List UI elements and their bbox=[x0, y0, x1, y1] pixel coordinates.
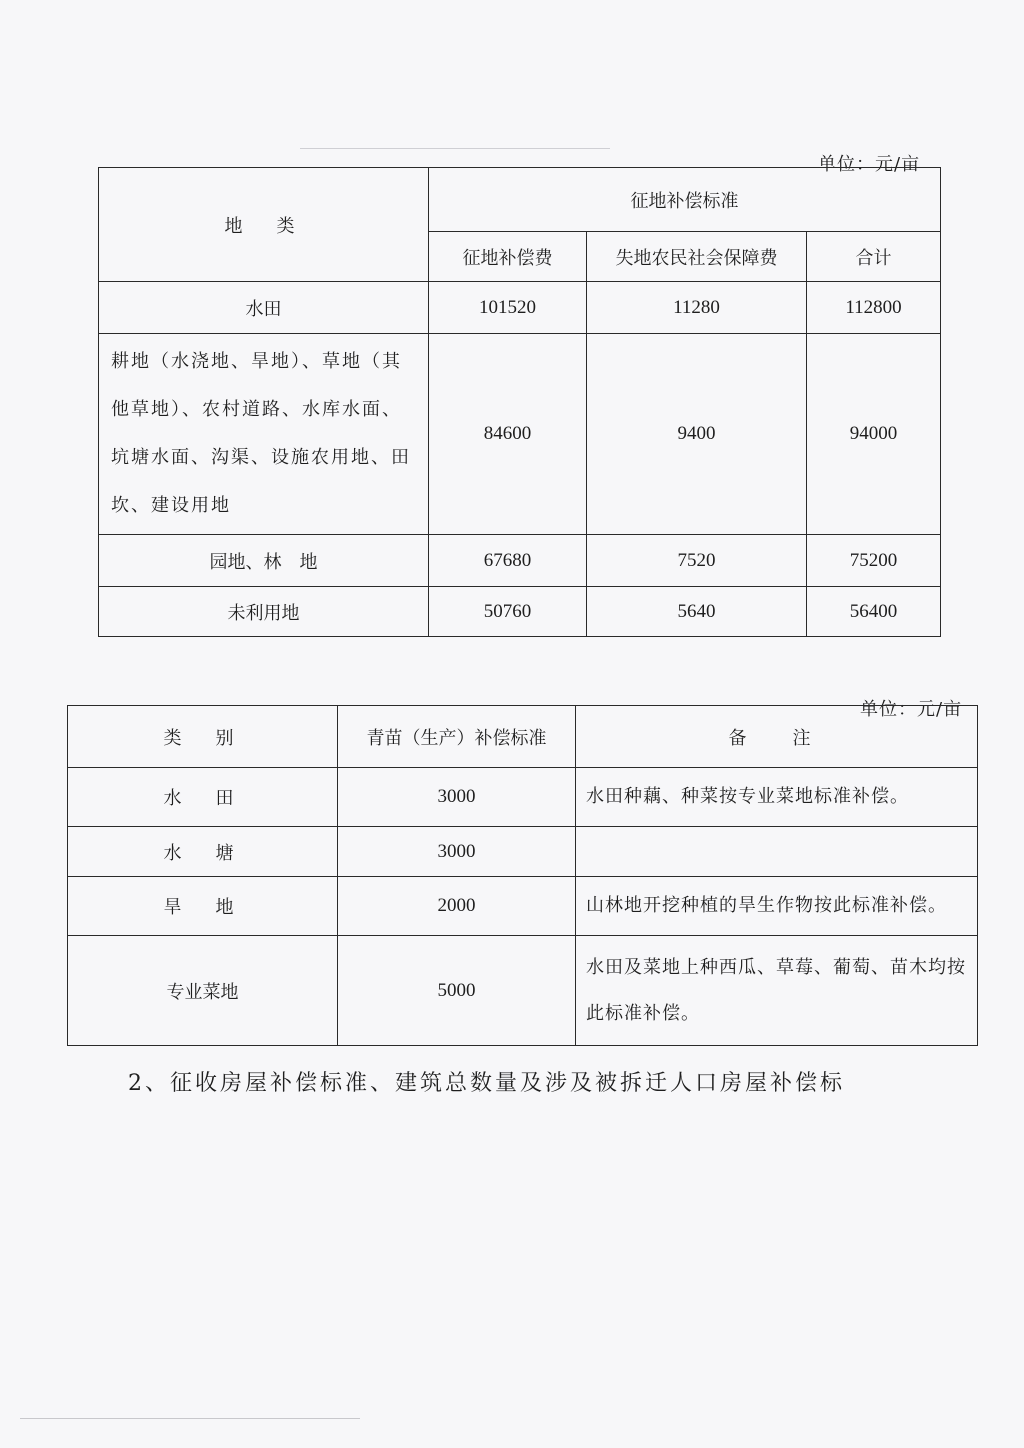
land-compensation-value: 101520 bbox=[429, 282, 587, 334]
table-row bbox=[68, 877, 978, 936]
total-value: 56400 bbox=[807, 587, 941, 637]
total-value: 94000 bbox=[807, 334, 941, 535]
table-row bbox=[68, 936, 978, 1046]
remark-cell: 水田种藕、种菜按专业菜地标准补偿。 bbox=[576, 768, 978, 827]
unit-label-table-1: 单位：元/亩 bbox=[818, 154, 921, 175]
table-row bbox=[99, 587, 941, 637]
header-compensation-standard: 征地补偿标准 bbox=[429, 168, 941, 232]
unit-label-table-2: 单位：元/亩 bbox=[860, 699, 963, 720]
crop-standard-value: 5000 bbox=[338, 936, 576, 1046]
table-row bbox=[68, 827, 978, 877]
crop-standard-value: 2000 bbox=[338, 877, 576, 936]
section-heading: 2、征收房屋补偿标准、建筑总数量及涉及被拆迁人口房屋补偿标 bbox=[128, 1071, 845, 1096]
table-row bbox=[99, 535, 941, 587]
table-row bbox=[68, 768, 978, 827]
total-value: 75200 bbox=[807, 535, 941, 587]
crop-category-cell: 专业菜地 bbox=[68, 936, 338, 1046]
header-land-category: 地 类 bbox=[99, 168, 429, 282]
remark-cell bbox=[576, 827, 978, 877]
crop-category-cell: 水 田 bbox=[68, 768, 338, 827]
header-land-compensation-fee: 征地补偿费 bbox=[429, 232, 587, 282]
land-compensation-table bbox=[98, 167, 941, 637]
crop-standard-value: 3000 bbox=[338, 827, 576, 877]
header-social-security-fee: 失地农民社会保障费 bbox=[587, 232, 807, 282]
land-category-cell: 耕地（水浇地、旱地）、草地（其他草地）、农村道路、水库水面、坑塘水面、沟渠、设施农用地、田坎、建设用地 bbox=[99, 334, 429, 535]
land-category-cell: 水田 bbox=[99, 282, 429, 334]
scan-edge-line bbox=[300, 148, 610, 149]
table-row bbox=[99, 282, 941, 334]
land-category-cell: 未利用地 bbox=[99, 587, 429, 637]
remark-cell: 山林地开挖种植的旱生作物按此标准补偿。 bbox=[576, 877, 978, 936]
remark-cell: 水田及菜地上种西瓜、草莓、葡萄、苗木均按此标准补偿。 bbox=[576, 936, 978, 1046]
land-compensation-value: 67680 bbox=[429, 535, 587, 587]
crop-category-cell: 旱 地 bbox=[68, 877, 338, 936]
header-total: 合计 bbox=[807, 232, 941, 282]
total-value: 112800 bbox=[807, 282, 941, 334]
scan-edge-line bbox=[20, 1418, 360, 1419]
header-category: 类 别 bbox=[68, 706, 338, 768]
social-security-value: 9400 bbox=[587, 334, 807, 535]
header-crop-standard: 青苗（生产）补偿标准 bbox=[338, 706, 576, 768]
crop-compensation-table bbox=[67, 705, 978, 1046]
header-remark: 备 注 bbox=[576, 706, 978, 768]
land-category-cell: 园地、林 地 bbox=[99, 535, 429, 587]
social-security-value: 5640 bbox=[587, 587, 807, 637]
table-row bbox=[99, 334, 941, 535]
social-security-value: 7520 bbox=[587, 535, 807, 587]
social-security-value: 11280 bbox=[587, 282, 807, 334]
crop-category-cell: 水 塘 bbox=[68, 827, 338, 877]
land-compensation-value: 50760 bbox=[429, 587, 587, 637]
crop-standard-value: 3000 bbox=[338, 768, 576, 827]
land-compensation-value: 84600 bbox=[429, 334, 587, 535]
